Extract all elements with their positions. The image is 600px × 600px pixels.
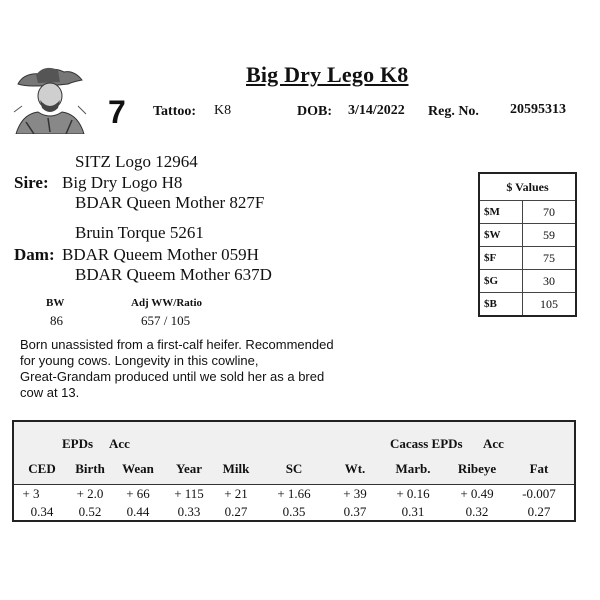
dam-dam: BDAR Queem Mother 637D <box>75 265 272 284</box>
dam-name: BDAR Queem Mother 059H <box>62 245 259 264</box>
remarks-line: Born unassisted from a first-calf heifer. Recommended <box>20 337 334 352</box>
dam-sire: Bruin Torque 5261 <box>75 223 204 242</box>
carcass-group-label: Cacass EPDs <box>390 436 463 451</box>
epd-column-header: Milk <box>222 461 250 476</box>
epd-accuracy: 0.44 <box>126 504 150 519</box>
bw-label: BW <box>46 297 65 309</box>
epd-value: + 3 <box>22 486 40 501</box>
ww-value: 657 / 105 <box>141 313 191 328</box>
epd-accuracy: 0.34 <box>30 504 54 519</box>
carcass-group-acc: Acc <box>483 436 504 451</box>
reg-label: Reg. No. <box>428 104 479 119</box>
reg-value: 20595313 <box>510 102 566 117</box>
dollar-value: 70 <box>523 201 577 224</box>
dollar-key: $F <box>479 247 523 270</box>
epd-value: + 0.16 <box>396 486 430 501</box>
epd-value: + 21 <box>224 486 248 501</box>
dollar-key: $M <box>479 201 523 224</box>
epd-value: + 115 <box>174 486 204 501</box>
epd-column-header: Fat <box>529 461 549 476</box>
epd-value: + 2.0 <box>76 486 104 501</box>
ww-label: Adj WW/Ratio <box>131 297 202 309</box>
epd-column-header: SC <box>285 461 303 476</box>
dollar-values-header: $ Values <box>479 173 576 201</box>
dob-value: 3/14/2022 <box>348 103 405 118</box>
remarks-line: Great-Grandam produced until we sold her as a bred <box>20 369 325 384</box>
sire-label: Sire: <box>14 173 49 192</box>
epd-accuracy: 0.32 <box>465 504 489 519</box>
sire-sire: SITZ Logo 12964 <box>75 152 198 171</box>
epd-accuracy: 0.33 <box>177 504 201 519</box>
epd-column-header: Year <box>176 461 202 476</box>
dollar-key: $B <box>479 293 523 317</box>
dollar-value: 105 <box>523 293 577 317</box>
epd-accuracy: 0.31 <box>401 504 425 519</box>
dollar-key: $G <box>479 270 523 293</box>
cowboy-sketch-image <box>12 62 88 134</box>
epd-column-header: CED <box>28 461 56 476</box>
epd-accuracy: 0.37 <box>343 504 367 519</box>
dam-label: Dam: <box>14 245 55 264</box>
dollar-value: 30 <box>523 270 577 293</box>
dollar-value: 75 <box>523 247 577 270</box>
epd-group-label: EPDs <box>62 436 94 451</box>
animal-name-title: Big Dry Lego K8 <box>246 62 409 87</box>
epd-group-acc: Acc <box>109 436 130 451</box>
epd-accuracy: 0.27 <box>527 504 551 519</box>
epd-column-header: Wean <box>122 461 154 476</box>
dob-label: DOB: <box>297 104 332 119</box>
epd-value: + 66 <box>126 486 150 501</box>
remarks-text <box>20 337 380 401</box>
epd-column-header: Ribeye <box>457 461 497 476</box>
epd-value: + 1.66 <box>277 486 311 501</box>
dollar-value: 59 <box>523 224 577 247</box>
epd-column-header: Marb. <box>395 461 431 476</box>
epd-value: + 39 <box>343 486 367 501</box>
epd-accuracy: 0.35 <box>282 504 306 519</box>
remarks-line: cow at 13. <box>20 385 80 400</box>
dollar-key: $W <box>479 224 523 247</box>
epd-accuracy: 0.27 <box>224 504 248 519</box>
lot-number: 7 <box>108 94 126 130</box>
bw-value: 86 <box>50 313 63 328</box>
epd-column-header: Birth <box>75 461 105 476</box>
epd-accuracy: 0.52 <box>78 504 102 519</box>
epd-column-header: Wt. <box>344 461 366 476</box>
remarks-line: for young cows. Longevity in this cowline, <box>20 353 259 368</box>
dollar-values-table <box>478 172 577 317</box>
sire-dam: BDAR Queen Mother 827F <box>75 193 265 212</box>
epd-value: + 0.49 <box>460 486 494 501</box>
sire-name: Big Dry Logo H8 <box>62 173 183 192</box>
tattoo-label: Tattoo: <box>153 104 197 119</box>
epd-table <box>12 420 576 522</box>
epd-value: -0.007 <box>522 486 556 501</box>
tattoo-value: K8 <box>214 103 232 118</box>
